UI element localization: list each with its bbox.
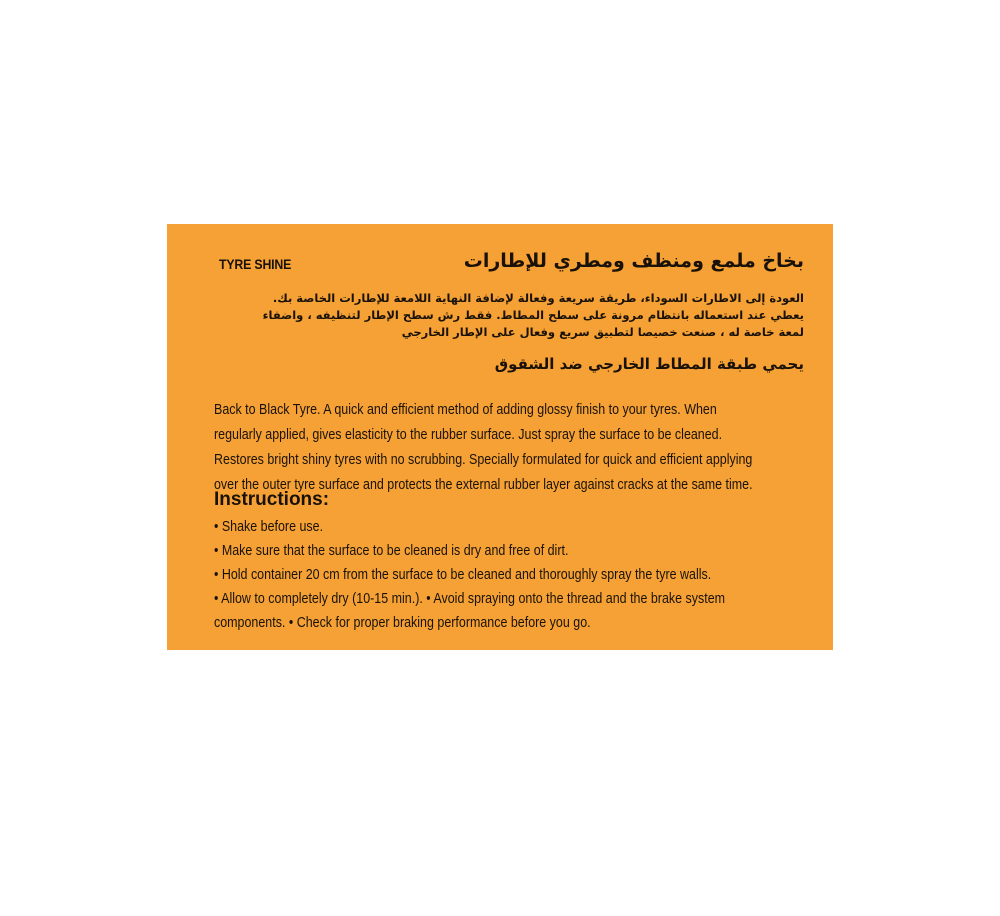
- arabic-description: [204, 290, 804, 341]
- instruction-item: • Allow to completely dry (10-15 min.). • Avoid spraying onto the thread and the brake system: [214, 591, 726, 607]
- arabic-description-line: يعطي عند استعماله بانتظام مرونة على سطح المطاط. فقط رش سطح الإطار لتنظيفه ، واضفاء: [262, 308, 804, 322]
- instruction-item: • Shake before use.: [214, 519, 324, 535]
- english-description-line: over the outer tyre surface and protects the external rubber layer against cracks at the same time.: [214, 477, 753, 493]
- english-description-line: Back to Black Tyre. A quick and efficient method of adding glossy finish to your tyres. When: [214, 402, 717, 418]
- instruction-item: • Make sure that the surface to be cleaned is dry and free of dirt.: [214, 543, 569, 559]
- instructions-list: [214, 515, 799, 635]
- instruction-item: • Hold container 20 cm from the surface to be cleaned and thoroughly spray the tyre walls.: [214, 567, 712, 583]
- arabic-description-line: العودة إلى الاطارات السوداء، طريقة سريعة وفعالة لإضافة النهاية اللامعة للإطارات الخاصة بك.: [272, 291, 804, 305]
- instructions-heading: Instructions:: [214, 489, 330, 510]
- english-description-line: regularly applied, gives elasticity to the rubber surface. Just spray the surface to be cleaned.: [214, 427, 723, 443]
- product-title-en: TYRE SHINE: [219, 256, 292, 272]
- arabic-protect-line: يحمي طبقة المطاط الخارجي ضد الشقوق: [494, 355, 804, 373]
- english-description-line: Restores bright shiny tyres with no scrubbing. Specially formulated for quick and efficient applying: [214, 452, 753, 468]
- instruction-item: components. • Check for proper braking performance before you go.: [214, 615, 591, 631]
- english-description: [214, 398, 764, 498]
- product-label: [167, 224, 833, 650]
- arabic-description-line: لمعة خاصة له ، صنعت خصيصا لتطبيق سريع وفعال على الإطار الخارجي: [401, 325, 804, 339]
- product-title-ar: بخاخ ملمع ومنظف ومطري للإطارات: [463, 250, 804, 272]
